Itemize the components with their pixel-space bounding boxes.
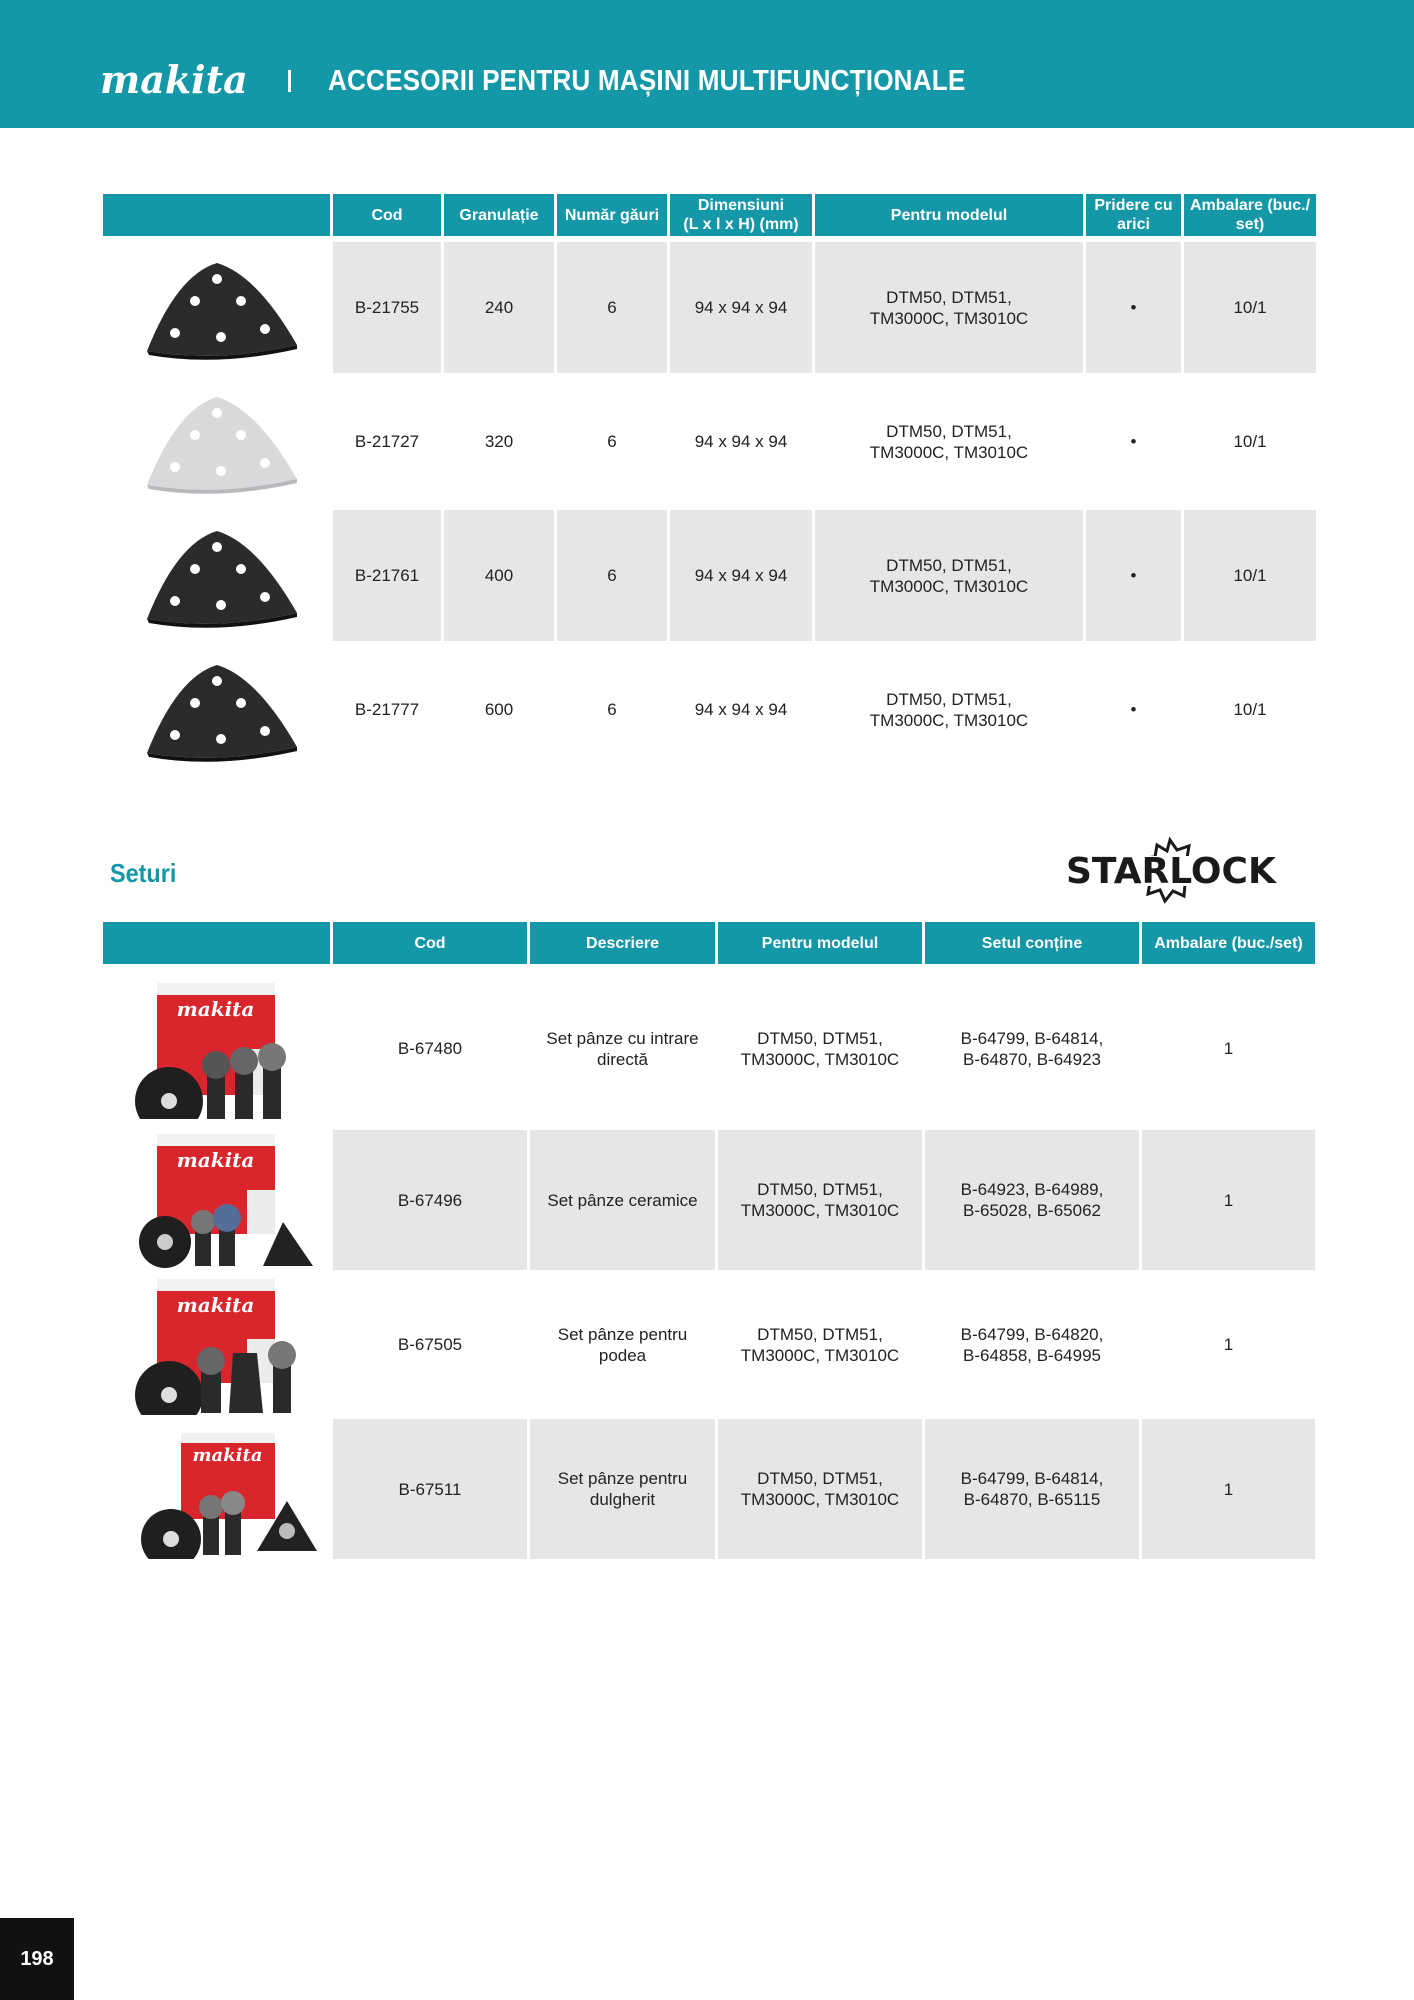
cell-line: TM3000C, TM3010C xyxy=(740,1490,900,1509)
cell-line: DTM50, DTM51, xyxy=(886,689,1012,709)
column-header-pridere-arici xyxy=(1086,194,1181,239)
table-row xyxy=(103,1127,1315,1270)
table-header-row xyxy=(103,194,1316,239)
cell-line: TM3000C, TM3010C xyxy=(740,1201,900,1220)
cell-cod: B-67496 xyxy=(333,1127,527,1270)
cell-line: Set pânze ceramice xyxy=(547,1190,698,1210)
section-title-seturi: Seturi xyxy=(110,858,177,888)
cell-line: TM3000C, TM3010C xyxy=(869,308,1029,328)
column-header-ambalare: Ambalare (buc./set) xyxy=(1142,922,1315,967)
column-header-setul-contine: Setul conține xyxy=(925,922,1139,967)
cell-pentru-modelul xyxy=(718,1270,922,1416)
cell-line: B-64799, B-64814, xyxy=(960,1469,1104,1488)
cell-line: B-64799, B-64814, xyxy=(960,1028,1104,1048)
cell-ambalare: 1 xyxy=(1142,967,1315,1127)
cell-setul-contine xyxy=(925,1127,1139,1270)
cell-line: DTM50, DTM51, xyxy=(886,287,1012,307)
cell-granulatie: 400 xyxy=(444,507,554,641)
header-line: set) xyxy=(1235,216,1265,233)
table-row xyxy=(103,1416,1315,1559)
header-line: (L x l x H) (mm) xyxy=(683,216,799,233)
cell-line: TM3000C, TM3010C xyxy=(869,576,1029,596)
cell-dimensiuni: 94 x 94 x 94 xyxy=(670,239,812,373)
header-line: Pridere cu xyxy=(1094,197,1173,214)
cell-line: TM3000C, TM3010C xyxy=(740,1345,900,1365)
cell-pentru-modelul xyxy=(718,1416,922,1559)
cell-line: podea xyxy=(598,1345,647,1365)
header-divider xyxy=(288,70,291,92)
cell-line: B-64858, B-64995 xyxy=(963,1345,1101,1365)
product-image-cell xyxy=(103,967,330,1127)
cell-line: DTM50, DTM51, xyxy=(757,1028,883,1048)
blade-set-package-image xyxy=(117,1419,317,1559)
cell-numar-gauri: 6 xyxy=(557,507,667,641)
cell-line: directă xyxy=(596,1049,649,1069)
cell-line: Set pânze pentru xyxy=(557,1324,688,1344)
product-image-cell xyxy=(103,373,330,507)
cell-line: B-64923, B-64989, xyxy=(960,1180,1104,1199)
header-line: Ambalare (buc./ xyxy=(1189,197,1311,214)
table-row xyxy=(103,239,1316,373)
cell-dimensiuni: 94 x 94 x 94 xyxy=(670,373,812,507)
cell-cod: B-67505 xyxy=(333,1270,527,1416)
cell-ambalare: 10/1 xyxy=(1184,641,1316,775)
column-header-pentru-modelul: Pentru modelul xyxy=(718,922,922,967)
column-header-cod: Cod xyxy=(333,922,527,967)
package-brand-label: makita xyxy=(192,1445,263,1466)
cell-pentru-modelul xyxy=(718,1127,922,1270)
cell-setul-contine xyxy=(925,967,1139,1127)
cell-dimensiuni: 94 x 94 x 94 xyxy=(670,507,812,641)
cell-descriere xyxy=(530,1416,715,1559)
column-header-ambalare xyxy=(1184,194,1316,239)
product-image-cell xyxy=(103,1270,330,1416)
page-title: ACCESORII PENTRU MAȘINI MULTIFUNCȚIONALE xyxy=(328,65,966,97)
table-row xyxy=(103,507,1316,641)
image-column-header xyxy=(103,194,330,239)
makita-logo: makita xyxy=(100,57,248,102)
header-line: Dimensiuni xyxy=(697,197,785,214)
blade-set-package-image xyxy=(117,1130,317,1270)
blade-set-package-image xyxy=(117,979,317,1119)
table-row xyxy=(103,1270,1315,1416)
starlock-wordmark: STARLOCK xyxy=(1066,851,1276,892)
cell-pridere-arici: • xyxy=(1086,507,1181,641)
cell-line: DTM50, DTM51, xyxy=(757,1180,883,1199)
cell-descriere xyxy=(530,1127,715,1270)
cell-ambalare: 1 xyxy=(1142,1270,1315,1416)
blade-set-package-image xyxy=(117,1275,317,1415)
header-line: arici xyxy=(1117,216,1150,233)
cell-ambalare: 1 xyxy=(1142,1127,1315,1270)
sanding-sheets-table xyxy=(100,194,1319,775)
black-sanding-triangle-icon xyxy=(117,647,317,767)
cell-pentru-modelul xyxy=(815,641,1083,775)
cell-pentru-modelul xyxy=(815,239,1083,373)
cell-setul-contine xyxy=(925,1270,1139,1416)
table-header-row xyxy=(103,922,1315,967)
cell-descriere xyxy=(530,967,715,1127)
starlock-logo xyxy=(1066,836,1276,906)
cell-cod: B-21761 xyxy=(333,507,441,641)
package-brand-label: makita xyxy=(176,1148,255,1172)
product-image-cell xyxy=(103,239,330,373)
cell-cod: B-67480 xyxy=(333,967,527,1127)
blade-set-package-icon xyxy=(117,1419,317,1559)
cell-pridere-arici: • xyxy=(1086,239,1181,373)
product-image-cell xyxy=(103,507,330,641)
cell-ambalare: 10/1 xyxy=(1184,239,1316,373)
cell-line: DTM50, DTM51, xyxy=(757,1469,883,1488)
black-sanding-triangle-icon xyxy=(117,513,317,633)
cell-cod: B-21727 xyxy=(333,373,441,507)
page-header xyxy=(0,0,1414,128)
cell-numar-gauri: 6 xyxy=(557,373,667,507)
cell-numar-gauri: 6 xyxy=(557,641,667,775)
cell-setul-contine xyxy=(925,1416,1139,1559)
cell-line: B-64799, B-64820, xyxy=(960,1324,1104,1344)
cell-granulatie: 240 xyxy=(444,239,554,373)
column-header-dimensiuni xyxy=(670,194,812,239)
table-row xyxy=(103,373,1316,507)
sets-table xyxy=(100,922,1318,1559)
column-header-granulatie: Granulație xyxy=(444,194,554,239)
column-header-numar-gauri: Număr găuri xyxy=(557,194,667,239)
cell-cod: B-21755 xyxy=(333,239,441,373)
white-sanding-triangle-icon xyxy=(117,379,317,499)
package-brand-label: makita xyxy=(176,996,255,1021)
cell-pridere-arici: • xyxy=(1086,373,1181,507)
cell-line: TM3000C, TM3010C xyxy=(740,1049,900,1069)
cell-descriere xyxy=(530,1270,715,1416)
cell-cod: B-67511 xyxy=(333,1416,527,1559)
cell-ambalare: 10/1 xyxy=(1184,373,1316,507)
column-header-pentru-modelul: Pentru modelul xyxy=(815,194,1083,239)
cell-pridere-arici: • xyxy=(1086,641,1181,775)
cell-dimensiuni: 94 x 94 x 94 xyxy=(670,641,812,775)
cell-line: TM3000C, TM3010C xyxy=(869,710,1029,730)
column-header-cod: Cod xyxy=(333,194,441,239)
cell-cod: B-21777 xyxy=(333,641,441,775)
table-row xyxy=(103,641,1316,775)
image-column-header xyxy=(103,922,330,967)
cell-line: Set pânze cu intrare xyxy=(546,1028,699,1048)
package-brand-label: makita xyxy=(176,1292,255,1317)
product-image-cell xyxy=(103,1416,330,1559)
cell-line: DTM50, DTM51, xyxy=(886,421,1012,441)
cell-pentru-modelul xyxy=(815,507,1083,641)
product-image-cell xyxy=(103,641,330,775)
cell-line: B-64870, B-64923 xyxy=(963,1049,1101,1069)
cell-granulatie: 600 xyxy=(444,641,554,775)
cell-granulatie: 320 xyxy=(444,373,554,507)
cell-line: dulgherit xyxy=(589,1490,656,1509)
cell-pentru-modelul xyxy=(718,967,922,1127)
product-image-cell xyxy=(103,1127,330,1270)
page-number: 198 xyxy=(0,1918,74,2000)
cell-numar-gauri: 6 xyxy=(557,239,667,373)
cell-line: B-65028, B-65062 xyxy=(963,1201,1101,1220)
cell-ambalare: 1 xyxy=(1142,1416,1315,1559)
cell-line: TM3000C, TM3010C xyxy=(869,442,1029,462)
cell-line: DTM50, DTM51, xyxy=(886,555,1012,575)
cell-ambalare: 10/1 xyxy=(1184,507,1316,641)
column-header-descriere: Descriere xyxy=(530,922,715,967)
cell-line: DTM50, DTM51, xyxy=(757,1324,883,1344)
cell-pentru-modelul xyxy=(815,373,1083,507)
table-row xyxy=(103,967,1315,1127)
black-sanding-triangle-icon xyxy=(117,245,317,365)
cell-line: Set pânze pentru xyxy=(557,1469,688,1488)
cell-line: B-64870, B-65115 xyxy=(963,1490,1101,1509)
